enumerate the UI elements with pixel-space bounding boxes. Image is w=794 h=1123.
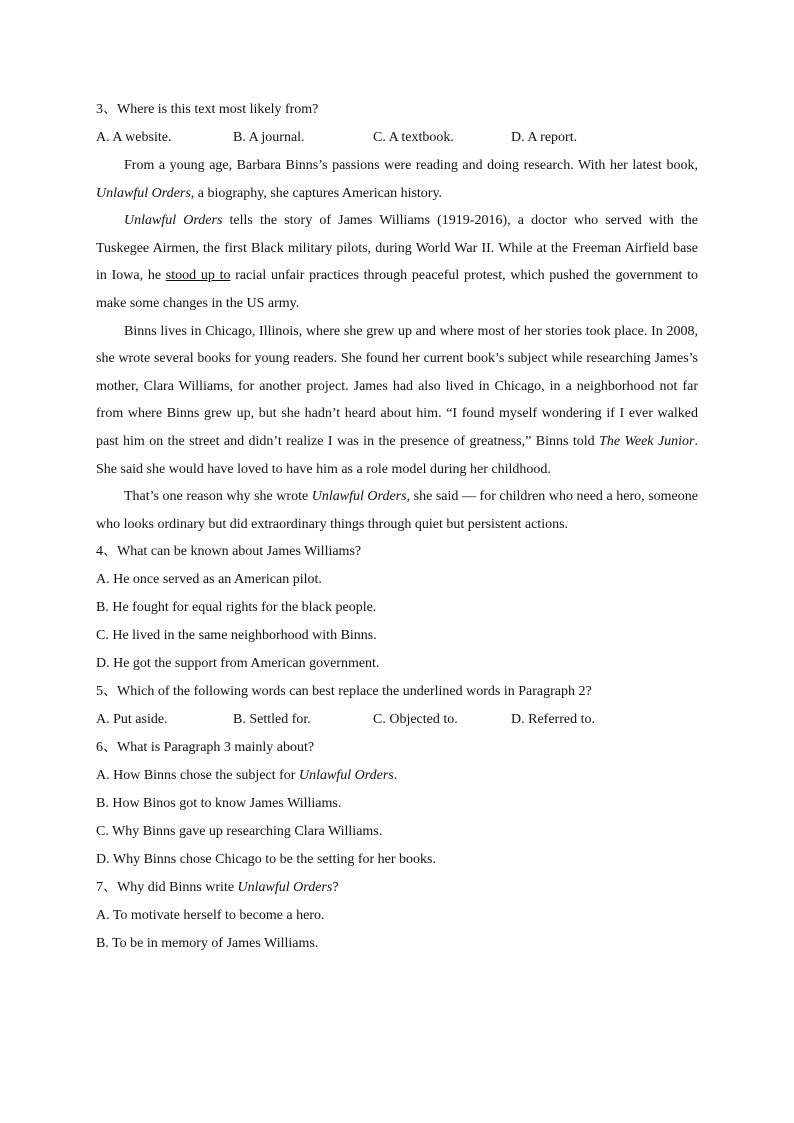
paragraph-text: That’s one reason why she wrote bbox=[124, 489, 312, 505]
option-d: D. He got the support from American government. bbox=[96, 656, 380, 672]
option-text: . bbox=[393, 768, 398, 784]
option-b: B. A journal. bbox=[233, 130, 305, 145]
option-c: C. Objected to. bbox=[373, 712, 458, 728]
option-a: A. A website. bbox=[96, 130, 172, 145]
option-b: B. Settled for. bbox=[233, 712, 311, 728]
option-a: A. He once served as an American pilot. bbox=[96, 572, 322, 588]
passage-paragraph-2 bbox=[96, 207, 698, 317]
paragraph-text: Binns lives in Chicago, Illinois, where she grew up and where most of her stories took place. In 2008, she wrote several books for young readers. She found her current book’s subject while researching James’s mother, Clara Williams, for another project. James had also lived in Chicago, in a neighborhood not far from where Binns grew up, but she hadn’t heard about him. “I found myself wondering if I ever walked past him on the street and didn’t realize I was in the presence of greatness,” Binns told bbox=[96, 323, 698, 449]
question-5-options bbox=[96, 706, 698, 734]
option-b: B. How Binos got to know James Williams. bbox=[96, 796, 342, 812]
option-b: B. He fought for equal rights for the black people. bbox=[96, 600, 377, 616]
question-7 bbox=[96, 874, 698, 902]
option-a: A. Put aside. bbox=[96, 712, 168, 728]
option-a bbox=[96, 762, 698, 790]
underlined-phrase: stood up to bbox=[165, 268, 231, 284]
option-c: C. A textbook. bbox=[373, 130, 454, 145]
question-text: 7、Why did Binns write bbox=[96, 880, 238, 896]
passage-paragraph-1 bbox=[96, 152, 698, 207]
option-c: C. Why Binns gave up researching Clara Williams. bbox=[96, 824, 383, 840]
question-3: 3、Where is this text most likely from? bbox=[96, 102, 319, 117]
option-d: D. Why Binns chose Chicago to be the setting for her books. bbox=[96, 852, 436, 868]
question-4: 4、What can be known about James Williams? bbox=[96, 544, 362, 560]
question-3-options bbox=[96, 124, 698, 152]
paragraph-text: tells the story of James Williams (1919-2016), a doctor who served with the Tuskegee Airmen, the first Black military pilots, during World War II. While at the Freeman Airfield base in Iowa, he bbox=[96, 213, 698, 284]
option-text: A. How Binns chose the subject for bbox=[96, 768, 299, 784]
book-title: Unlawful Orders bbox=[96, 185, 191, 201]
magazine-title: The Week Junior bbox=[599, 433, 695, 449]
paragraph-text: racial unfair practices through peaceful protest, which pushed the government to make some changes in the US army. bbox=[96, 268, 699, 311]
option-b: B. To be in memory of James Williams. bbox=[96, 936, 319, 952]
exam-page bbox=[96, 96, 698, 958]
book-title: Unlawful Orders bbox=[124, 213, 223, 229]
passage-paragraph-4 bbox=[96, 483, 698, 538]
paragraph-text: . She said she would have loved to have him as a role model during her childhood. bbox=[96, 433, 699, 477]
paragraph-text: , she said — for children who need a hero, someone who looks ordinary but did extraordinary things through quiet but persistent actions. bbox=[96, 489, 698, 532]
option-c: C. He lived in the same neighborhood with Binns. bbox=[96, 628, 377, 644]
paragraph-text: From a young age, Barbara Binns’s passions were reading and doing research. With her latest book, bbox=[124, 158, 698, 173]
book-title: Unlawful Orders bbox=[298, 768, 394, 784]
book-title: Unlawful Orders bbox=[311, 489, 407, 505]
question-5: 5、Which of the following words can best replace the underlined words in Paragraph 2? bbox=[96, 684, 592, 700]
book-title: Unlawful Orders bbox=[237, 880, 333, 896]
paragraph-text: , a biography, she captures American history. bbox=[190, 185, 443, 201]
question-6: 6、What is Paragraph 3 mainly about? bbox=[96, 740, 315, 756]
option-d: D. A report. bbox=[511, 130, 578, 145]
option-d: D. Referred to. bbox=[511, 712, 595, 728]
question-text: ? bbox=[332, 880, 339, 896]
option-a: A. To motivate herself to become a hero. bbox=[96, 908, 325, 924]
passage-paragraph-3 bbox=[96, 318, 698, 484]
